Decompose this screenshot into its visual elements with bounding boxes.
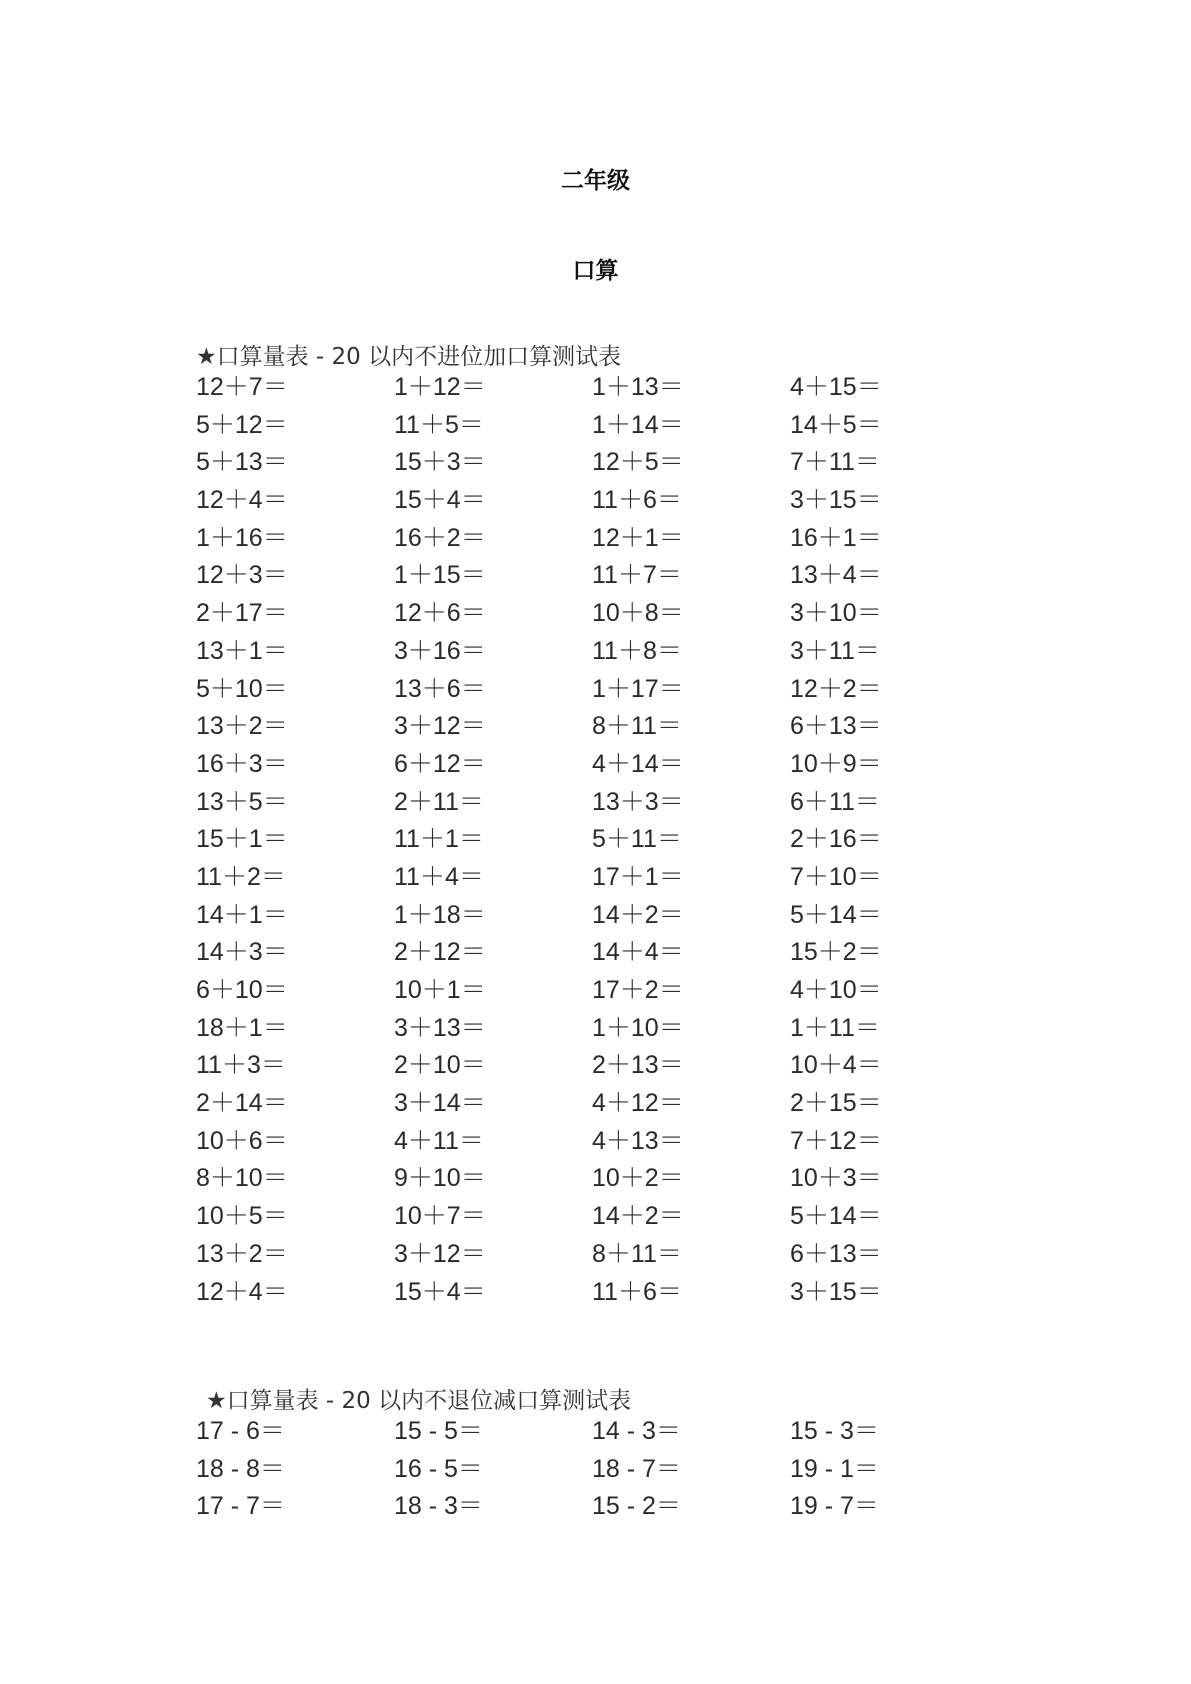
addition-problem: 15＋2＝ xyxy=(790,938,882,967)
subtraction-problem: 17 - 7＝ xyxy=(196,1492,285,1521)
addition-problem: 11＋5＝ xyxy=(394,410,484,439)
addition-problem: 3＋12＝ xyxy=(394,712,486,741)
addition-problem: 13＋2＝ xyxy=(196,712,288,741)
addition-problem: 1＋13＝ xyxy=(592,373,684,401)
addition-problem: 8＋11＝ xyxy=(592,1239,682,1268)
addition-problem: 17＋1＝ xyxy=(592,862,684,891)
addition-problem: 5＋13＝ xyxy=(196,448,288,477)
addition-problem: 18＋1＝ xyxy=(196,1013,288,1042)
addition-problem: 3＋15＝ xyxy=(790,1277,882,1306)
subtraction-problem: 17 - 6＝ xyxy=(196,1417,285,1445)
addition-problem: 12＋3＝ xyxy=(196,561,288,590)
addition-problem: 15＋1＝ xyxy=(196,825,288,854)
addition-problem: 3＋13＝ xyxy=(394,1013,486,1042)
addition-problem: 11＋2＝ xyxy=(196,862,286,891)
addition-problem: 3＋16＝ xyxy=(394,636,486,665)
addition-problem: 7＋10＝ xyxy=(790,862,882,891)
addition-problem: 7＋11＝ xyxy=(790,448,880,477)
addition-problem: 12＋1＝ xyxy=(592,523,684,552)
addition-heading: ★口算量表 - 20 以内不进位加口算测试表 xyxy=(196,344,622,370)
addition-problem: 3＋12＝ xyxy=(394,1239,486,1268)
addition-problem: 6＋10＝ xyxy=(196,976,288,1004)
addition-problem: 11＋7＝ xyxy=(592,561,682,590)
subtraction-problem: 14 - 3＝ xyxy=(592,1417,681,1445)
subtraction-problem: 15 - 5＝ xyxy=(394,1417,483,1445)
addition-problem: 1＋11＝ xyxy=(790,1013,880,1042)
addition-problem: 12＋6＝ xyxy=(394,599,486,628)
addition-problem: 1＋16＝ xyxy=(196,523,288,552)
addition-problem: 3＋11＝ xyxy=(790,636,880,665)
addition-problem: 5＋11＝ xyxy=(592,825,682,854)
addition-problem: 2＋17＝ xyxy=(196,599,288,628)
addition-problem: 10＋1＝ xyxy=(394,976,486,1004)
addition-problem: 4＋10＝ xyxy=(790,976,882,1004)
addition-problem: 6＋13＝ xyxy=(790,712,882,741)
addition-problem: 2＋11＝ xyxy=(394,787,484,816)
addition-problem: 4＋14＝ xyxy=(592,749,684,778)
addition-problem: 7＋12＝ xyxy=(790,1126,882,1155)
subtraction-problem: 19 - 7＝ xyxy=(790,1492,879,1521)
addition-problem: 16＋2＝ xyxy=(394,523,486,552)
addition-problem: 10＋6＝ xyxy=(196,1126,288,1155)
addition-problem: 1＋14＝ xyxy=(592,410,684,439)
addition-problem: 15＋4＝ xyxy=(394,486,486,515)
subtraction-problem: 18 - 8＝ xyxy=(196,1454,285,1483)
addition-problem: 1＋12＝ xyxy=(394,373,486,401)
addition-problem: 10＋3＝ xyxy=(790,1164,882,1193)
addition-problem: 14＋4＝ xyxy=(592,938,684,967)
addition-problem: 5＋10＝ xyxy=(196,674,288,703)
addition-problem: 13＋1＝ xyxy=(196,636,288,665)
addition-problem: 2＋10＝ xyxy=(394,1051,486,1080)
subtraction-problem-grid xyxy=(196,1413,988,1526)
addition-problem: 10＋5＝ xyxy=(196,1202,288,1231)
addition-problem: 6＋12＝ xyxy=(394,749,486,778)
addition-problem: 14＋1＝ xyxy=(196,900,288,929)
addition-problem: 4＋15＝ xyxy=(790,373,882,401)
addition-problem: 13＋5＝ xyxy=(196,787,288,816)
subtraction-problem: 15 - 2＝ xyxy=(592,1492,681,1521)
addition-problem: 3＋10＝ xyxy=(790,599,882,628)
subtraction-problem: 18 - 7＝ xyxy=(592,1454,681,1483)
subtraction-heading: ★口算量表 - 20 以内不退位减口算测试表 xyxy=(206,1388,632,1414)
addition-problem: 3＋14＝ xyxy=(394,1089,486,1118)
addition-problem: 3＋15＝ xyxy=(790,486,882,515)
addition-problem: 2＋12＝ xyxy=(394,938,486,967)
addition-problem: 12＋2＝ xyxy=(790,674,882,703)
addition-problem: 10＋9＝ xyxy=(790,749,882,778)
addition-problem: 14＋3＝ xyxy=(196,938,288,967)
grade-title: 二年级 xyxy=(561,168,630,194)
addition-problem: 16＋3＝ xyxy=(196,749,288,778)
addition-problem: 13＋6＝ xyxy=(394,674,486,703)
addition-problem: 14＋2＝ xyxy=(592,1202,684,1231)
addition-problem: 10＋4＝ xyxy=(790,1051,882,1080)
addition-problem: 10＋2＝ xyxy=(592,1164,684,1193)
addition-problem: 4＋13＝ xyxy=(592,1126,684,1155)
addition-problem: 13＋2＝ xyxy=(196,1239,288,1268)
addition-problem: 6＋11＝ xyxy=(790,787,880,816)
addition-problem: 10＋7＝ xyxy=(394,1202,486,1231)
addition-problem: 2＋16＝ xyxy=(790,825,882,854)
addition-problem: 12＋7＝ xyxy=(196,373,288,401)
addition-problem: 1＋17＝ xyxy=(592,674,684,703)
addition-problem: 11＋8＝ xyxy=(592,636,682,665)
addition-problem: 4＋11＝ xyxy=(394,1126,484,1155)
addition-problem: 1＋18＝ xyxy=(394,900,486,929)
addition-problem: 12＋4＝ xyxy=(196,1277,288,1306)
addition-problem: 11＋6＝ xyxy=(592,486,682,515)
addition-problem: 11＋3＝ xyxy=(196,1051,286,1080)
addition-problem: 14＋2＝ xyxy=(592,900,684,929)
addition-problem: 6＋13＝ xyxy=(790,1239,882,1268)
addition-problem: 16＋1＝ xyxy=(790,523,882,552)
addition-problem: 2＋15＝ xyxy=(790,1089,882,1118)
section-title: 口算 xyxy=(572,258,619,284)
addition-problem: 14＋5＝ xyxy=(790,410,882,439)
addition-problem: 1＋10＝ xyxy=(592,1013,684,1042)
addition-problem: 13＋3＝ xyxy=(592,787,684,816)
addition-problem: 5＋14＝ xyxy=(790,900,882,929)
addition-problem: 5＋14＝ xyxy=(790,1202,882,1231)
addition-problem-grid xyxy=(196,369,988,1311)
addition-problem: 11＋6＝ xyxy=(592,1277,682,1306)
addition-problem: 13＋4＝ xyxy=(790,561,882,590)
addition-problem: 15＋4＝ xyxy=(394,1277,486,1306)
addition-problem: 4＋12＝ xyxy=(592,1089,684,1118)
addition-problem: 11＋4＝ xyxy=(394,862,484,891)
addition-problem: 11＋1＝ xyxy=(394,825,484,854)
addition-problem: 1＋15＝ xyxy=(394,561,486,590)
subtraction-problem: 19 - 1＝ xyxy=(790,1454,879,1483)
addition-problem: 15＋3＝ xyxy=(394,448,486,477)
addition-problem: 9＋10＝ xyxy=(394,1164,486,1193)
addition-problem: 2＋14＝ xyxy=(196,1089,288,1118)
addition-problem: 17＋2＝ xyxy=(592,976,684,1004)
addition-problem: 10＋8＝ xyxy=(592,599,684,628)
addition-problem: 12＋4＝ xyxy=(196,486,288,515)
subtraction-problem: 18 - 3＝ xyxy=(394,1492,483,1521)
addition-problem: 8＋11＝ xyxy=(592,712,682,741)
addition-problem: 12＋5＝ xyxy=(592,448,684,477)
addition-problem: 2＋13＝ xyxy=(592,1051,684,1080)
addition-problem: 8＋10＝ xyxy=(196,1164,288,1193)
addition-problem: 5＋12＝ xyxy=(196,410,288,439)
subtraction-problem: 16 - 5＝ xyxy=(394,1454,483,1483)
subtraction-problem: 15 - 3＝ xyxy=(790,1417,879,1445)
